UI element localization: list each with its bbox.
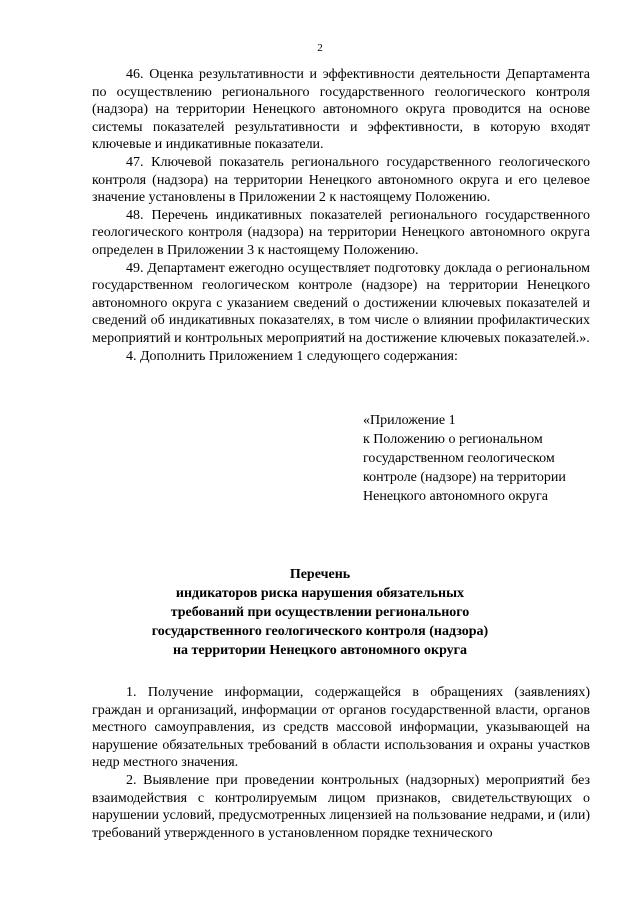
appendix-caption bbox=[363, 411, 613, 506]
risk-indicator-list bbox=[92, 684, 590, 842]
title-line: требований при осуществлении регионального bbox=[170, 605, 470, 620]
paragraph-47: 47. Ключевой показатель регионального государственного геологического контроля (надзора) на территории Ненецкого автономного округа и его целевое значение установлены в Приложении 2 к настоящему Положению. bbox=[92, 154, 590, 206]
title-line: индикаторов риска нарушения обязательных bbox=[175, 586, 465, 601]
appendix-caption-line: «Приложение 1 bbox=[363, 413, 456, 428]
appendix-caption-line: к Положению о региональном bbox=[363, 432, 543, 447]
appendix-caption-line: Ненецкого автономного округа bbox=[363, 489, 548, 504]
list-item: 2. Выявление при проведении контрольных (надзорных) мероприятий без взаимодействия с контролируемым лицом признаков, свидетельствующих о нарушении условий, предусмотренных лицензией на пользование недрами, и (или) требований утвержденного в установленном порядке технического bbox=[92, 772, 590, 841]
list-item: 1. Получение информации, содержащейся в обращениях (заявлениях) граждан и организаций, информации от органов государственной власти, органов местного самоуправления, из средств массовой информации, указывающей на нарушение обязательных требований в области использования и охраны участков недр местного значения. bbox=[92, 685, 590, 771]
page-number: 2 bbox=[317, 42, 323, 54]
paragraph-49: 49. Департамент ежегодно осуществляет подготовку доклада о региональном государственном геологическом контроле (надзоре) на территории Ненецкого автономного округа с указанием сведений о достижении ключевых показателей и сведений об индикативных показателях, в том числе о влиянии профилактических мероприятий и контрольных мероприятий на достижение ключевых показателей.». bbox=[92, 260, 590, 346]
title-line: на территории Ненецкого автономного округа bbox=[172, 643, 468, 658]
title-line: государственного геологического контроля (надзора) bbox=[151, 624, 489, 639]
document-title bbox=[60, 565, 580, 660]
appendix-caption-line: государственном геологическом bbox=[363, 451, 555, 466]
paragraph-46: 46. Оценка результативности и эффективности деятельности Департамента по осуществлению регионального государственного геологического контроля (надзора) на территории Ненецкого автономного округа проводится на основе системы показателей результативности и эффективности, в которую входят ключевые и индикативные показатели. bbox=[92, 67, 590, 153]
appendix-caption-line: контроле (надзоре) на территории bbox=[363, 470, 566, 485]
paragraph-4-amendment: 4. Дополнить Приложением 1 следующего содержания: bbox=[126, 348, 458, 364]
body-text bbox=[92, 66, 590, 365]
title-line: Перечень bbox=[289, 567, 351, 582]
paragraph-48: 48. Перечень индикативных показателей регионального государственного геологического контроля (надзора) на территории Ненецкого автономного округа определен в Приложении 3 к настоящему Положению. bbox=[92, 207, 590, 258]
